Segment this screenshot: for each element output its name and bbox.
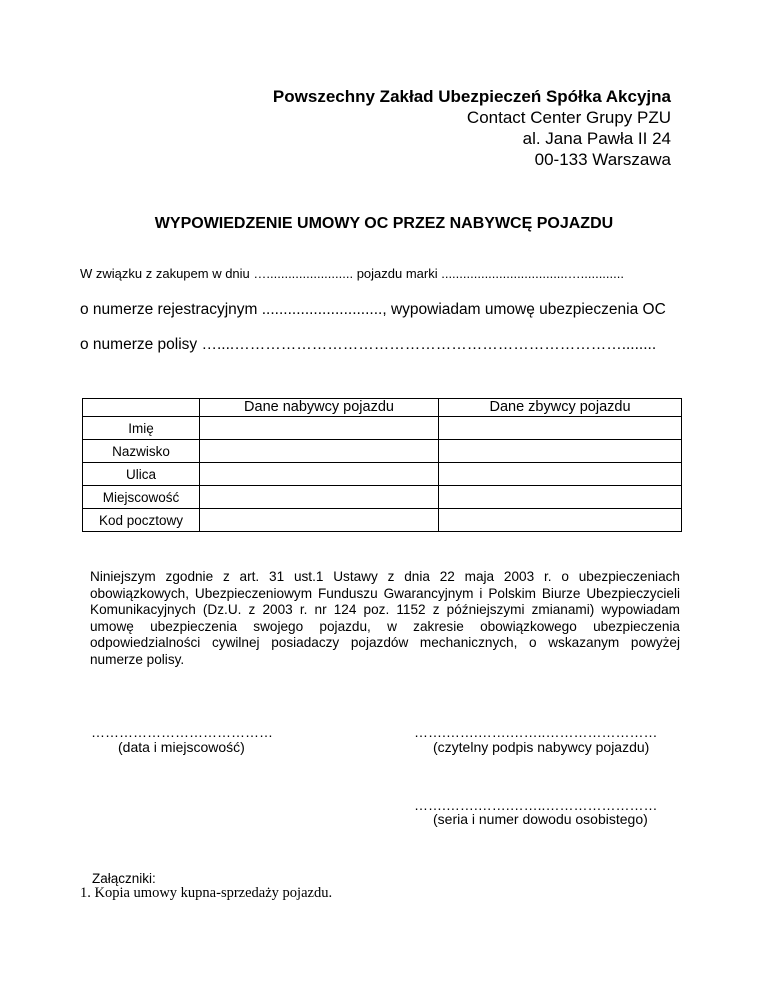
recipient-department: Contact Center Grupy PZU [466, 108, 671, 127]
buyer-street-field[interactable] [200, 463, 439, 486]
form-line-purchase: W związku z zakupem w dniu …........................ pojazdu marki ...................................…............ [80, 266, 624, 281]
attachments-label: Załączniki: [92, 871, 156, 886]
declaration-paragraph: Niniejszym zgodnie z art. 31 ust.1 Ustawy z dnia 22 maja 2003 r. o ubezpieczeniach obowiązkowych, Ubezpieczeniowym Funduszu Gwarancyjnym i Polskim Biurze Ubezpieczycieli Komunikacyjnych (Dz.U. z 2003 r. nr 124 poz. 1152 z późniejszymi zmianami) wypowiadam umowę ubezpieczenia swojego pojazdu, w zakresie obowiązkowego ubezpieczenia odpowiedzialności cywilnej posiadaczy pojazdów mechanicznych, o wskazanym powyżej numerze polisy. [90, 569, 680, 667]
seller-street-field[interactable] [439, 463, 682, 486]
recipient-address [273, 86, 671, 170]
recipient-company: Powszechny Zakład Ubezpieczeń Spółka Akcyjna [272, 87, 671, 106]
id-number-label: (seria i numer dowodu osobistego) [433, 811, 648, 827]
row-label-first-name: Imię [83, 417, 200, 440]
table-header-empty [83, 399, 200, 417]
form-line-policy: o numerze polisy …....…………………………………………………………………........ [80, 336, 657, 353]
buyer-last-name-field[interactable] [200, 440, 439, 463]
row-label-city: Miejscowość [83, 486, 200, 509]
table-row [83, 440, 682, 463]
row-label-last-name: Nazwisko [83, 440, 200, 463]
buyer-city-field[interactable] [200, 486, 439, 509]
document-title: WYPOWIEDZENIE UMOWY OC PRZEZ NABYWCĘ POJAZDU [154, 215, 614, 232]
table-row [83, 417, 682, 440]
row-label-street: Ulica [83, 463, 200, 486]
date-place-dots[interactable]: ………………………………… [91, 724, 273, 740]
table-header-row [83, 399, 682, 417]
seller-postal-code-field[interactable] [439, 509, 682, 532]
table-row [83, 463, 682, 486]
table-row [83, 486, 682, 509]
seller-city-field[interactable] [439, 486, 682, 509]
table-header-buyer: Dane nabywcy pojazdu [200, 399, 439, 417]
form-line-registration: o numerze rejestracyjnym ............................, wypowiadam umowę ubezpieczenia OC [80, 301, 666, 318]
row-label-postal-code: Kod pocztowy [83, 509, 200, 532]
date-place-label: (data i miejscowość) [118, 739, 245, 755]
seller-last-name-field[interactable] [439, 440, 682, 463]
table-row [83, 509, 682, 532]
recipient-street: al. Jana Pawła II 24 [522, 129, 671, 148]
buyer-signature-dots[interactable]: …….…….…….……..…………………… [414, 724, 658, 740]
party-data-table [82, 398, 682, 532]
table-header-seller: Dane zbywcy pojazdu [439, 399, 682, 417]
buyer-postal-code-field[interactable] [200, 509, 439, 532]
id-number-dots[interactable]: …….…….…….……..…………………… [414, 797, 658, 813]
recipient-city: 00-133 Warszawa [534, 150, 671, 169]
seller-first-name-field[interactable] [439, 417, 682, 440]
buyer-first-name-field[interactable] [200, 417, 439, 440]
attachment-item: 1. Kopia umowy kupna-sprzedaży pojazdu. [80, 885, 333, 901]
buyer-signature-label: (czytelny podpis nabywcy pojazdu) [433, 739, 650, 755]
